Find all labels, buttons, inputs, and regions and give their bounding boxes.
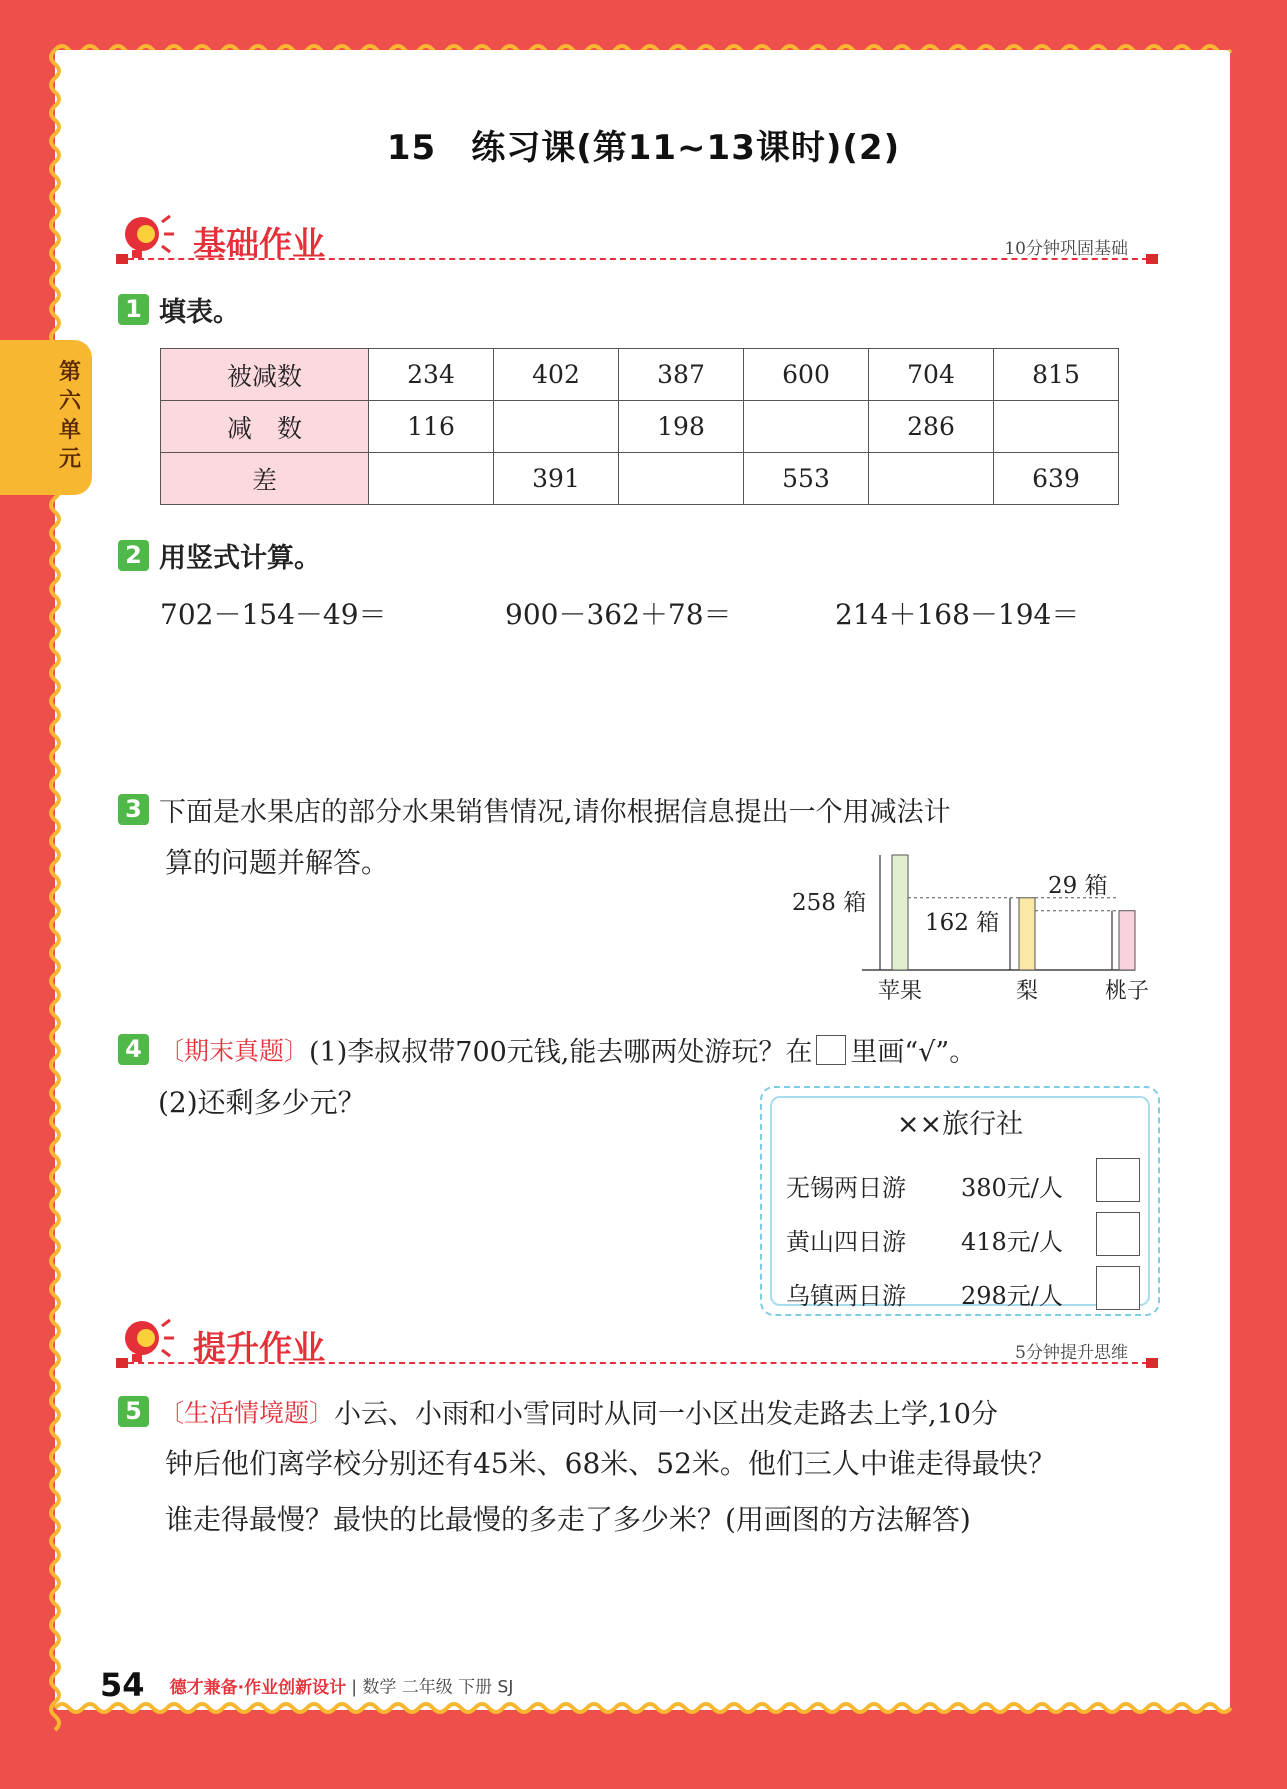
- table-cell: 387: [619, 349, 744, 401]
- travel-item-checkbox[interactable]: [1096, 1212, 1140, 1256]
- table-row: [161, 349, 1119, 401]
- fruit-sales-chart: [792, 830, 1160, 1010]
- divider-end-right: [1146, 254, 1158, 264]
- section-advanced-header: [118, 1316, 1158, 1376]
- table-blank-cell[interactable]: [619, 453, 744, 505]
- table-cell: 402: [494, 349, 619, 401]
- divider-end-left: [116, 254, 128, 264]
- table-row: [161, 401, 1119, 453]
- section-advanced-subtitle: 5分钟提升思维: [1015, 1343, 1128, 1363]
- table-cell: 639: [994, 453, 1119, 505]
- travel-item-name: 乌镇两日游: [786, 1282, 906, 1310]
- unit-side-tab-label: 第六单元: [58, 360, 81, 472]
- left-wave-border: [47, 50, 63, 1710]
- table-cell: 234: [369, 349, 494, 401]
- footer-info: | 数学 二年级 下册 SJ: [351, 1677, 514, 1698]
- section-basic-title: 基础作业: [193, 224, 325, 263]
- question-1-number: 1: [118, 294, 149, 325]
- table-cell: 286: [869, 401, 994, 453]
- question-4-part1b: 里画“√”。: [850, 1037, 977, 1068]
- expression-3: 214＋168－194＝: [835, 598, 1080, 631]
- travel-item-name: 黄山四日游: [786, 1228, 906, 1256]
- table-cell: 704: [869, 349, 994, 401]
- table-cell: 198: [619, 401, 744, 453]
- question-5: [118, 1392, 998, 1431]
- question-2-number: 2: [118, 540, 149, 571]
- divider-end-left: [116, 1358, 128, 1368]
- chart-category-label: 苹果: [877, 979, 923, 1004]
- travel-item-price: 298元/人: [961, 1282, 1063, 1310]
- question-4-number: 4: [118, 1034, 149, 1065]
- page-footer: [100, 1666, 513, 1704]
- table-blank-cell[interactable]: [744, 401, 869, 453]
- table-blank-cell[interactable]: [869, 453, 994, 505]
- chart-data-label: 258 箱: [792, 890, 867, 916]
- section-advanced-title: 提升作业: [193, 1328, 325, 1367]
- question-3: [118, 790, 951, 829]
- chart-category-label: 梨: [1015, 979, 1039, 1004]
- table-cell: 116: [369, 401, 494, 453]
- question-5-line3: 谁走得最慢？最快的比最慢的多走了多少米？(用画图的方法解答): [165, 1503, 971, 1536]
- question-3-line2: 算的问题并解答。: [165, 846, 390, 879]
- bulb-icon: [118, 1316, 180, 1364]
- question-3-line1: 下面是水果店的部分水果销售情况,请你根据信息提出一个用减法计: [159, 797, 951, 828]
- page-title: 15 练习课(第11~13课时)(2): [386, 128, 901, 168]
- table-row-label: 差: [161, 453, 369, 505]
- table-row: [161, 453, 1119, 505]
- page-number: 54: [100, 1666, 145, 1704]
- travel-item-price: 380元/人: [961, 1174, 1063, 1202]
- travel-item: [786, 1222, 1063, 1257]
- chart-data-label: 162 箱: [925, 910, 1000, 936]
- table-blank-cell[interactable]: [369, 453, 494, 505]
- table-cell: 600: [744, 349, 869, 401]
- section-divider: [118, 1362, 1158, 1364]
- section-basic-subtitle: 10分钟巩固基础: [1004, 239, 1128, 259]
- table-blank-cell[interactable]: [994, 401, 1119, 453]
- travel-item-name: 无锡两日游: [786, 1174, 906, 1202]
- unit-side-tab: [0, 340, 92, 495]
- travel-item-checkbox[interactable]: [1096, 1266, 1140, 1310]
- bulb-icon: [118, 212, 180, 260]
- question-5-line1: 小云、小雨和小雪同时从同一小区出发走路去上学,10分: [334, 1399, 998, 1430]
- question-4-tag: 〔期末真题〕: [159, 1036, 310, 1066]
- travel-agency-card: [760, 1086, 1160, 1316]
- travel-agency-title: ××旅行社: [896, 1109, 1024, 1140]
- answer-box-sample: [816, 1035, 846, 1065]
- question-2: [118, 536, 321, 575]
- question-5-number: 5: [118, 1396, 149, 1427]
- travel-item-price: 418元/人: [961, 1228, 1063, 1256]
- question-4-part2: (2)还剩多少元？: [158, 1086, 366, 1119]
- chart-category-label: 桃子: [1104, 979, 1150, 1004]
- travel-item: [786, 1276, 1063, 1311]
- table-cell: 391: [494, 453, 619, 505]
- section-divider: [118, 258, 1158, 260]
- table-blank-cell[interactable]: [494, 401, 619, 453]
- footer-brand: 德才兼备·作业创新设计: [169, 1677, 347, 1698]
- table-cell: 815: [994, 349, 1119, 401]
- chart-bar: [892, 855, 908, 970]
- question-4: [118, 1030, 976, 1069]
- divider-end-right: [1146, 1358, 1158, 1368]
- question-5-line2: 钟后他们离学校分别还有45米、68米、52米。他们三人中谁走得最快？: [165, 1447, 1056, 1480]
- question-4-part1a: (1)李叔叔带700元钱,能去哪两处游玩？在: [309, 1037, 813, 1068]
- question-2-text: 用竖式计算。: [159, 543, 321, 574]
- question-1: [118, 290, 240, 329]
- table-row-label: 被减数: [161, 349, 369, 401]
- table-row-label: 减 数: [161, 401, 369, 453]
- chart-bar: [1019, 898, 1035, 970]
- question-1-text: 填表。: [159, 297, 240, 328]
- question-3-number: 3: [118, 794, 149, 825]
- travel-item: [786, 1168, 1063, 1203]
- table-cell: 553: [744, 453, 869, 505]
- expression-2: 900－362＋78＝: [505, 598, 732, 631]
- chart-data-label: 29 箱: [1048, 873, 1108, 899]
- question-5-tag: 〔生活情境题〕: [159, 1398, 335, 1428]
- chart-bar: [1119, 911, 1135, 970]
- expression-1: 702－154－49＝: [160, 598, 387, 631]
- fill-table: [160, 348, 1119, 505]
- section-basic-header: [118, 212, 1158, 272]
- travel-item-checkbox[interactable]: [1096, 1158, 1140, 1202]
